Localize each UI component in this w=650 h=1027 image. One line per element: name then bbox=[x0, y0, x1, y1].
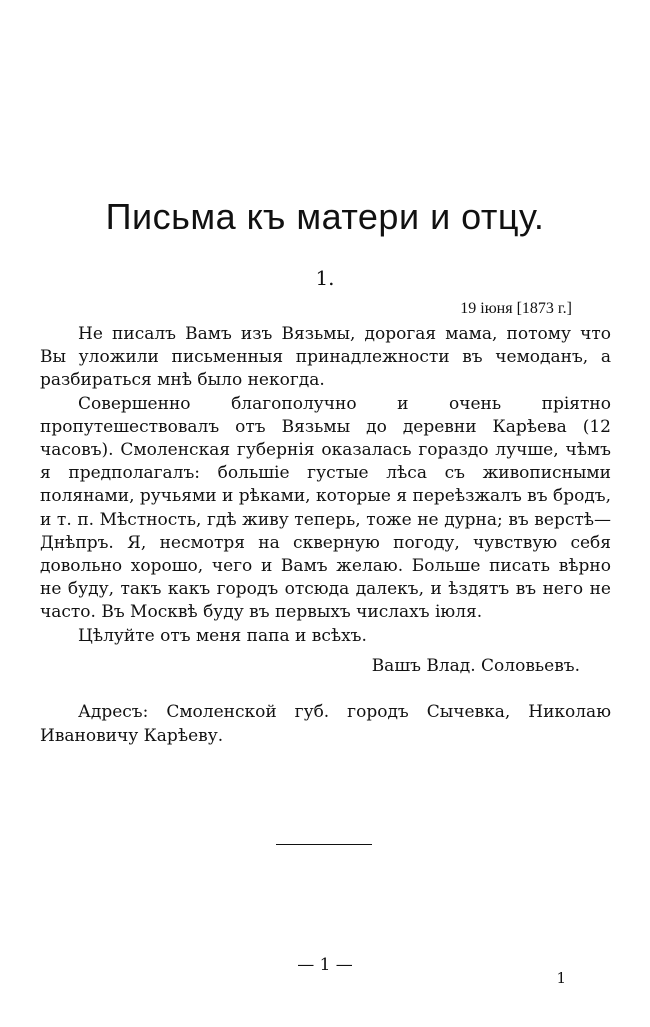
divider-rule bbox=[276, 844, 372, 845]
letter-number: 1. bbox=[315, 266, 335, 290]
page-number: — 1 — bbox=[297, 955, 353, 975]
address: Адресъ: Смоленской губ. городъ Сычевка, Николаю Ивановичу Карѣеву. bbox=[40, 702, 611, 746]
page-title: Письма къ матери и отцу. bbox=[105, 196, 545, 237]
paragraph: Цѣлуйте отъ меня папа и всѣхъ. bbox=[78, 625, 367, 646]
letter-date: 19 іюня [1873 г.] bbox=[460, 300, 572, 317]
signature-mark: 1 bbox=[556, 969, 566, 987]
signature: Вашъ Влад. Соловьевъ. bbox=[371, 656, 580, 676]
paragraph: Совершенно благополучно и очень пріятно пропутешествовалъ отъ Вязьмы до деревни Карѣева (12 часовъ). Смоленская губернія оказалась гораздо лучше, чѣмъ я предполагалъ: большіе густые лѣса съ живописными полянами, ручьями и рѣками, которые я переѣзжалъ въ бродъ, и т. п. Мѣстность, гдѣ живу теперь, тоже не дурна; въ верстѣ—Днѣпръ. Я, несмотря на скверную погоду, чувствую себя довольно хорошо, чего и Вамъ желаю. Больше писать вѣрно не буду, такъ какъ городъ отсюда далекъ, и ѣздятъ въ него не часто. Въ Москвѣ буду въ первыхъ числахъ іюля. bbox=[40, 393, 611, 623]
paragraph: Не писалъ Вамъ изъ Вязьмы, дорогая мама, потому что Вы уложили письменныя принадлежности въ чемоданъ, а разбираться мнѣ было некогда. bbox=[40, 324, 611, 391]
letter-body bbox=[40, 323, 611, 648]
